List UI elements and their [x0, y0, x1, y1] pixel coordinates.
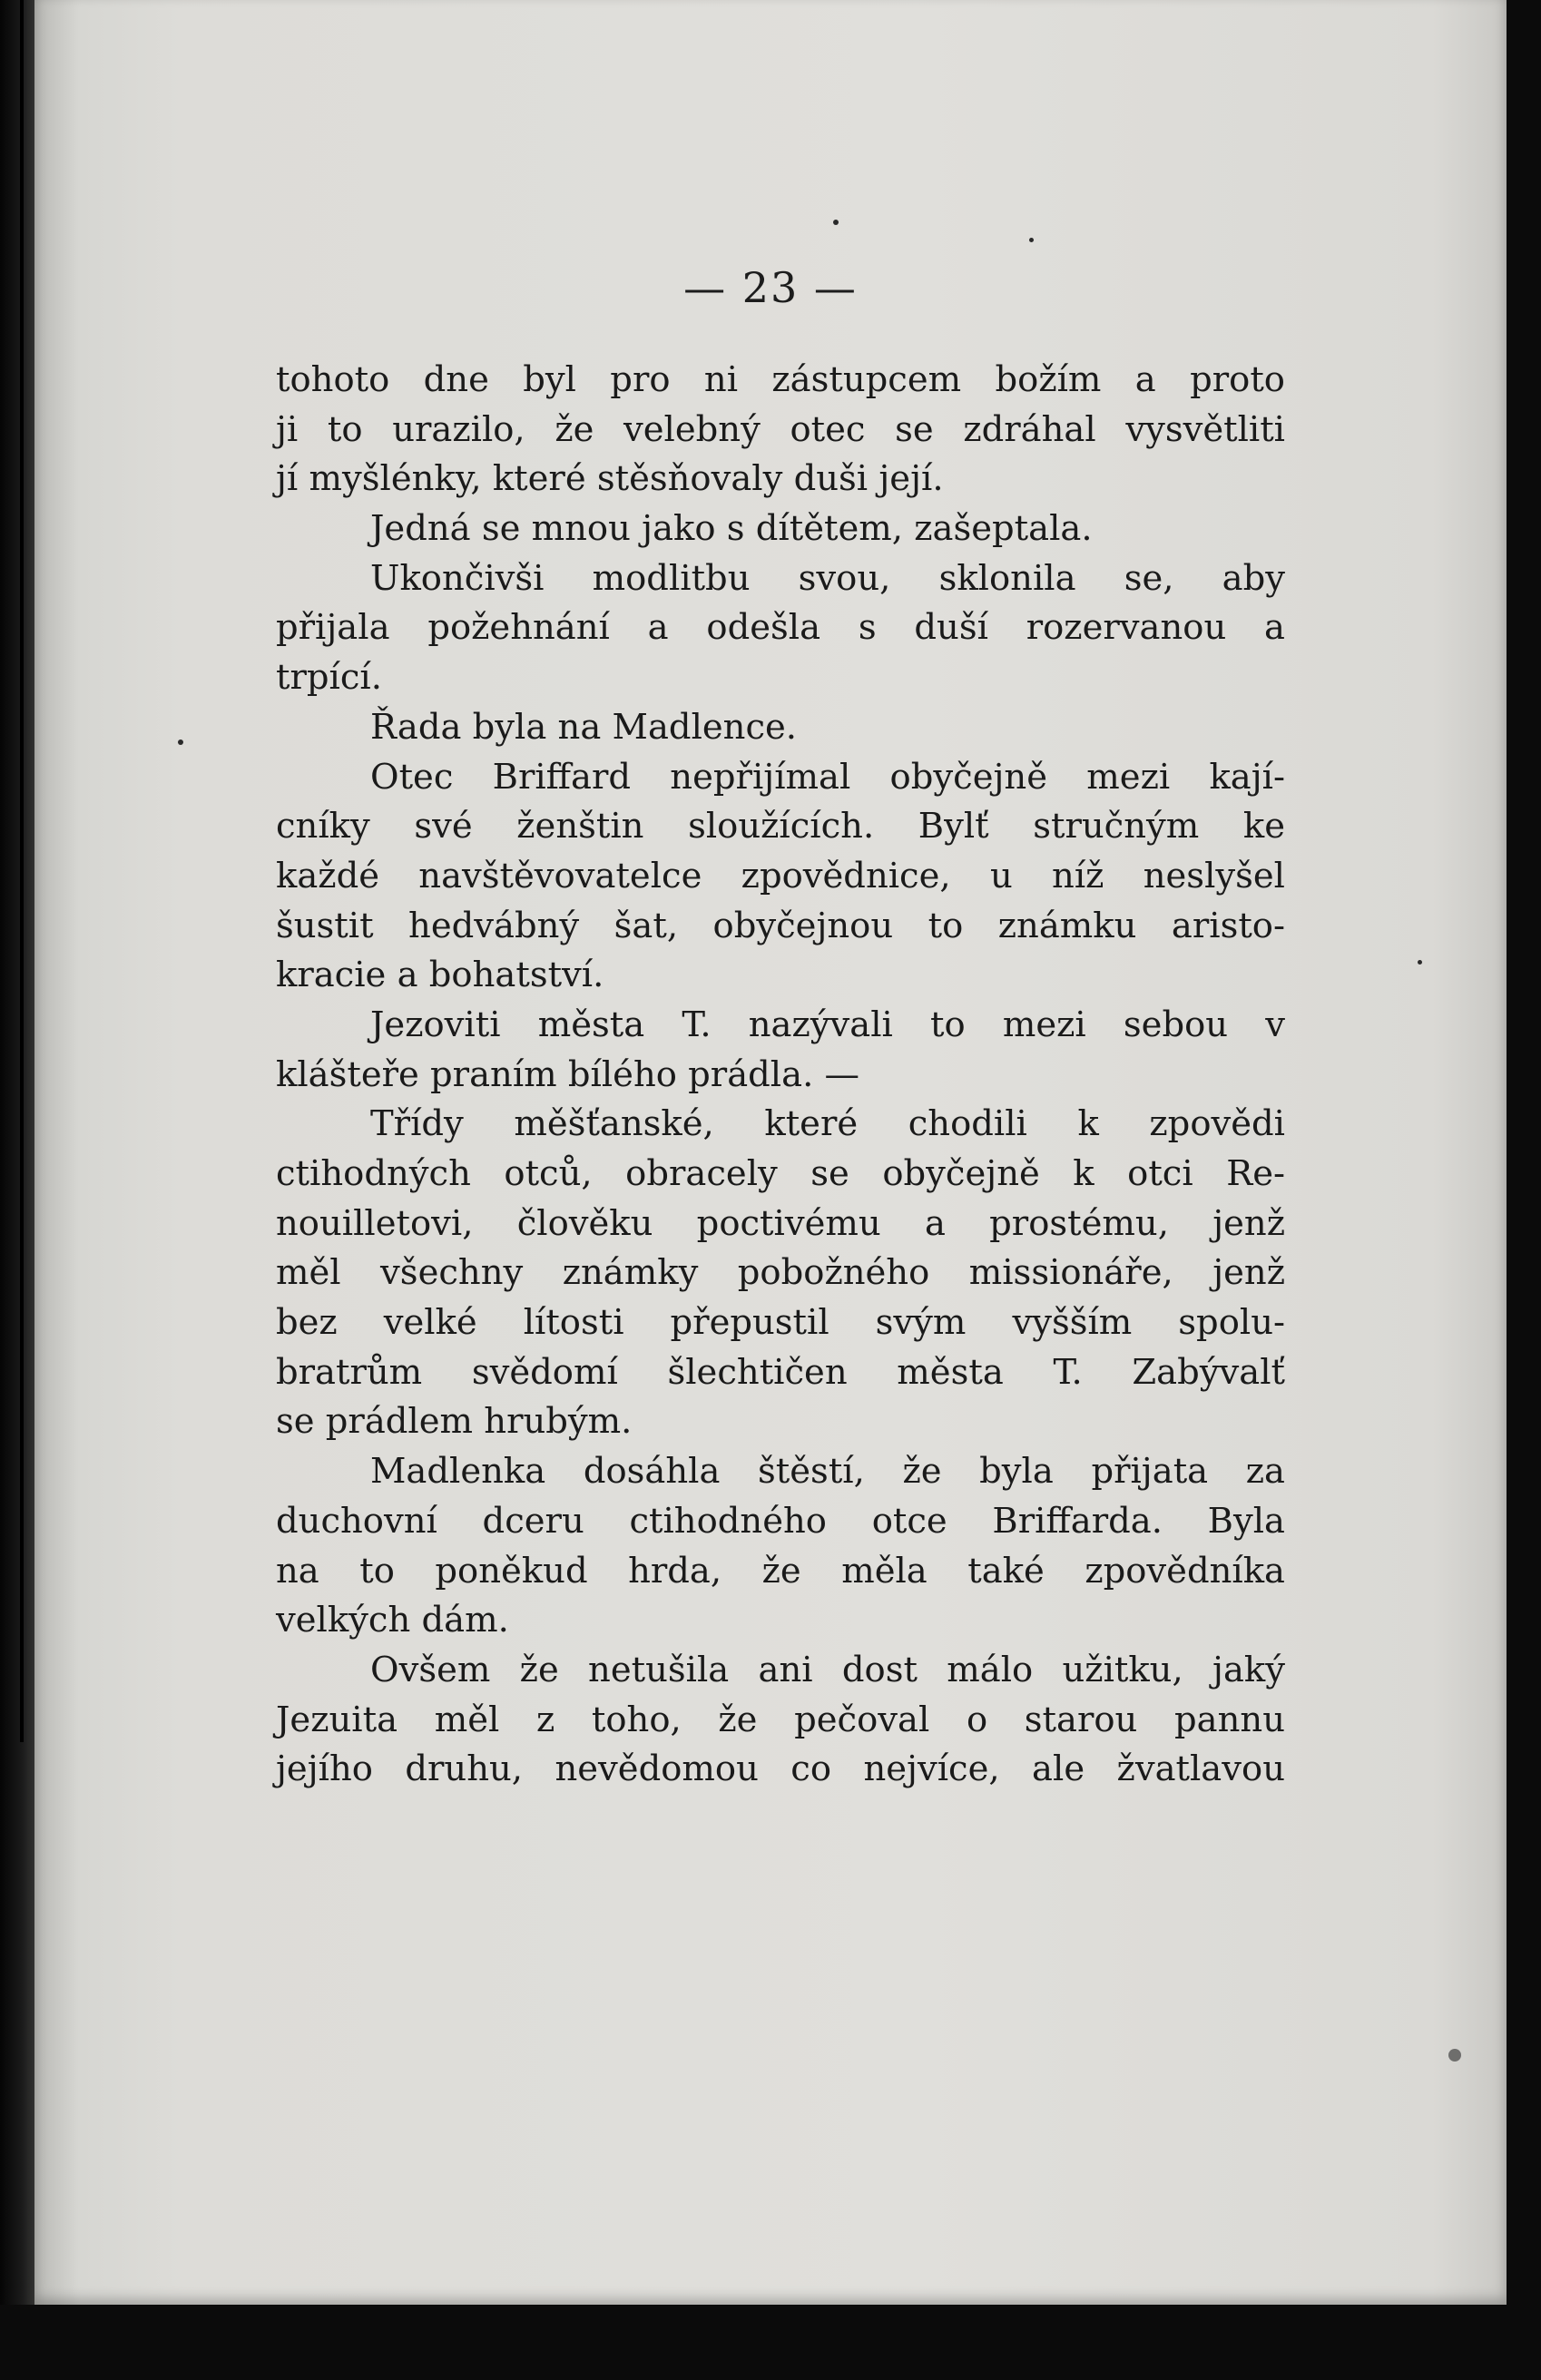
text-line: tohoto dne byl pro ni zástupcem božím a proto — [276, 359, 1285, 400]
text-line: Otec Briffard nepřijímal obyčejně mezi kají- — [370, 756, 1285, 798]
paper-speck — [1448, 2049, 1461, 2062]
text-line: duchovní dceru ctihodného otce Briffarda. Byla — [276, 1500, 1285, 1542]
text-line: se prádlem hrubým. — [276, 1401, 633, 1443]
paper-speck — [1418, 960, 1422, 965]
text-line: cníky své ženštin sloužících. Bylť stručným ke — [276, 806, 1285, 847]
text-line: ji to urazilo, že velebný otec se zdráhal vysvětliti — [276, 408, 1285, 450]
text-line: nouilletovi, člověku poctivému a prostému, jenž — [276, 1202, 1285, 1244]
text-line: Ovšem že netušila ani dost málo užitku, jaký — [370, 1649, 1285, 1690]
text-line: kracie a bohatství. — [276, 955, 604, 996]
text-line: bratrům svědomí šlechtičen města T. Zabývalť — [276, 1351, 1285, 1393]
text-line: jí myšlénky, které stěsňovaly duši její. — [276, 458, 944, 500]
text-line: měl všechny známky pobožného missionáře, jenž — [276, 1252, 1285, 1294]
bottom-page-edge — [0, 2305, 1541, 2380]
text-line: Jedná se mnou jako s dítětem, zašeptala. — [370, 508, 1093, 550]
text-line: přijala požehnání a odešla s duší rozervanou a — [276, 607, 1285, 649]
text-line: bez velké lítosti přepustil svým vyšším spolu- — [276, 1302, 1285, 1344]
binding-edge-line — [20, 0, 24, 1742]
text-line: Jezuita měl z toho, že pečoval o starou pannu — [276, 1699, 1285, 1740]
text-line: Třídy měšťanské, které chodili k zpovědi — [370, 1103, 1285, 1145]
paper-speck — [833, 220, 839, 225]
text-line: jejího druhu, nevědomou co nejvíce, ale žvatlavou — [276, 1748, 1285, 1790]
right-page-edge — [1507, 0, 1541, 2380]
text-line: trpící. — [276, 657, 382, 699]
paper-speck — [178, 739, 183, 745]
text-line: Řada byla na Madlence. — [370, 706, 798, 748]
body-text — [276, 356, 1285, 1795]
text-line: ctihodných otců, obracely se obyčejně k otci Re- — [276, 1153, 1285, 1194]
text-line: klášteře praním bílého prádla. — — [276, 1053, 860, 1095]
text-line: šustit hedvábný šat, obyčejnou to známku aristo- — [276, 905, 1285, 946]
text-line: velkých dám. — [276, 1600, 509, 1641]
text-line: na to poněkud hrda, že měla také zpovědníka — [276, 1550, 1285, 1592]
text-line: Madlenka dosáhla štěstí, že byla přijata za — [370, 1451, 1285, 1493]
page-number: — 23 — — [683, 263, 858, 312]
text-line: Jezoviti města T. nazývali to mezi sebou v — [370, 1004, 1285, 1045]
text-line: Ukončivši modlitbu svou, sklonila se, aby — [370, 557, 1285, 599]
paper-speck — [1029, 238, 1034, 242]
text-line: každé navštěvovatelce zpovědnice, u níž neslyšel — [276, 855, 1285, 896]
